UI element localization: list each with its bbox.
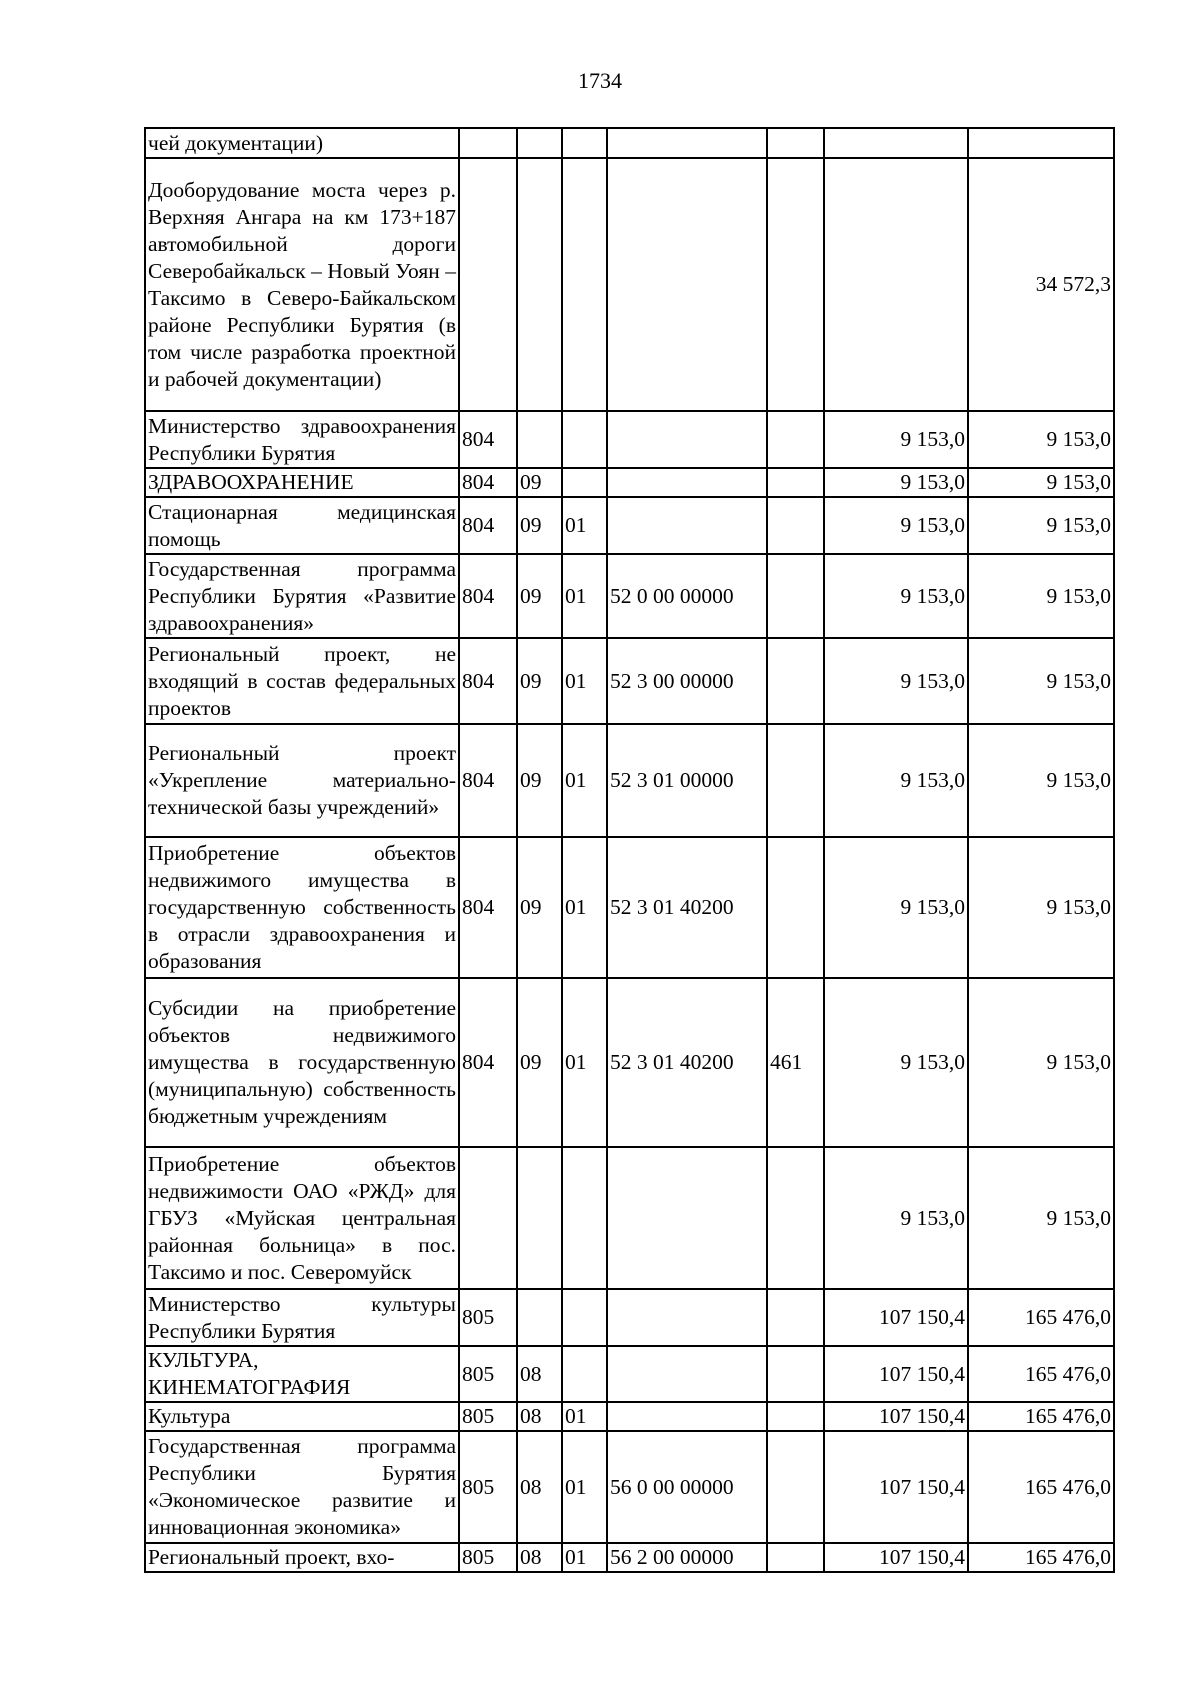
amount-year-2: 9 153,0 — [968, 724, 1114, 837]
table-row — [145, 1402, 1114, 1431]
expense-type-code — [767, 724, 824, 837]
row-name: Государственная программа Республики Бурятия «Развитие здравоохранения» — [145, 554, 459, 638]
table-row — [145, 1543, 1114, 1572]
table-row — [145, 411, 1114, 468]
target-article-code — [607, 1289, 767, 1346]
admin-code: 804 — [459, 468, 517, 497]
section-code: 09 — [517, 638, 562, 724]
amount-year-1: 9 153,0 — [824, 497, 968, 554]
target-article-code — [607, 1346, 767, 1402]
amount-year-1: 9 153,0 — [824, 837, 968, 978]
admin-code: 805 — [459, 1402, 517, 1431]
table-row — [145, 837, 1114, 978]
expense-type-code — [767, 158, 824, 411]
section-code — [517, 1147, 562, 1289]
amount-year-1: 107 150,4 — [824, 1431, 968, 1543]
section-code: 08 — [517, 1543, 562, 1572]
expense-type-code — [767, 411, 824, 468]
target-article-code — [607, 158, 767, 411]
section-code — [517, 128, 562, 158]
row-name: Приобретение объектов недвижимости ОАО «РЖД» для ГБУЗ «Муйская центральная районная больница» в пос. Таксимо и пос. Северомуйск — [145, 1147, 459, 1289]
amount-year-2: 9 153,0 — [968, 837, 1114, 978]
admin-code: 805 — [459, 1346, 517, 1402]
admin-code: 804 — [459, 724, 517, 837]
table-row — [145, 724, 1114, 837]
subsection-code: 01 — [562, 1431, 607, 1543]
subsection-code: 01 — [562, 724, 607, 837]
subsection-code — [562, 1289, 607, 1346]
expense-type-code — [767, 497, 824, 554]
section-code — [517, 1289, 562, 1346]
amount-year-1: 9 153,0 — [824, 554, 968, 638]
admin-code: 805 — [459, 1543, 517, 1572]
admin-code: 804 — [459, 638, 517, 724]
subsection-code — [562, 128, 607, 158]
section-code: 09 — [517, 497, 562, 554]
amount-year-1 — [824, 158, 968, 411]
target-article-code: 52 3 01 40200 — [607, 978, 767, 1147]
target-article-code — [607, 497, 767, 554]
admin-code: 804 — [459, 837, 517, 978]
amount-year-1: 9 153,0 — [824, 468, 968, 497]
section-code: 09 — [517, 554, 562, 638]
subsection-code: 01 — [562, 497, 607, 554]
amount-year-2: 9 153,0 — [968, 638, 1114, 724]
amount-year-1 — [824, 128, 968, 158]
amount-year-2: 9 153,0 — [968, 554, 1114, 638]
section-code — [517, 158, 562, 411]
row-name: ЗДРАВООХРАНЕНИЕ — [145, 468, 459, 497]
amount-year-2: 9 153,0 — [968, 411, 1114, 468]
amount-year-1: 9 153,0 — [824, 978, 968, 1147]
expense-type-code — [767, 1346, 824, 1402]
table-row — [145, 978, 1114, 1147]
admin-code: 804 — [459, 554, 517, 638]
expense-type-code — [767, 638, 824, 724]
row-name: Дооборудование моста через р. Верхняя Ангара на км 173+187 автомобильной дороги Северобайкальск – Новый Уоян – Таксимо в Северо-Байкальском районе Республики Бурятия (в том числе разработка проектной и рабочей документации) — [145, 158, 459, 411]
amount-year-2: 9 153,0 — [968, 468, 1114, 497]
row-name: Министерство культуры Республики Бурятия — [145, 1289, 459, 1346]
expense-type-code — [767, 1289, 824, 1346]
subsection-code: 01 — [562, 978, 607, 1147]
amount-year-1: 9 153,0 — [824, 411, 968, 468]
amount-year-1: 107 150,4 — [824, 1402, 968, 1431]
section-code: 09 — [517, 978, 562, 1147]
amount-year-2: 9 153,0 — [968, 497, 1114, 554]
subsection-code — [562, 1147, 607, 1289]
section-code — [517, 411, 562, 468]
section-code: 08 — [517, 1431, 562, 1543]
amount-year-1: 107 150,4 — [824, 1289, 968, 1346]
admin-code: 804 — [459, 497, 517, 554]
table-row — [145, 554, 1114, 638]
section-code: 08 — [517, 1346, 562, 1402]
target-article-code — [607, 1402, 767, 1431]
row-name: Культура — [145, 1402, 459, 1431]
amount-year-1: 9 153,0 — [824, 724, 968, 837]
table-row — [145, 1346, 1114, 1402]
amount-year-1: 9 153,0 — [824, 1147, 968, 1289]
row-name: чей документации) — [145, 128, 459, 158]
amount-year-1: 107 150,4 — [824, 1346, 968, 1402]
amount-year-2: 165 476,0 — [968, 1289, 1114, 1346]
subsection-code — [562, 1346, 607, 1402]
admin-code — [459, 158, 517, 411]
target-article-code — [607, 128, 767, 158]
section-code: 09 — [517, 468, 562, 497]
row-name: Региональный проект, вхо- — [145, 1543, 459, 1572]
amount-year-2: 9 153,0 — [968, 1147, 1114, 1289]
table-row — [145, 158, 1114, 411]
subsection-code: 01 — [562, 554, 607, 638]
expense-type-code — [767, 1543, 824, 1572]
target-article-code — [607, 1147, 767, 1289]
target-article-code: 52 3 01 00000 — [607, 724, 767, 837]
budget-table-body — [145, 128, 1114, 1572]
budget-table — [144, 127, 1115, 1573]
section-code: 08 — [517, 1402, 562, 1431]
row-name: Региональный проект «Укрепление материально-технической базы учреждений» — [145, 724, 459, 837]
expense-type-code — [767, 1402, 824, 1431]
table-row — [145, 468, 1114, 497]
row-name: КУЛЬТУРА, КИНЕМАТОГРАФИЯ — [145, 1346, 459, 1402]
target-article-code — [607, 411, 767, 468]
amount-year-2: 165 476,0 — [968, 1543, 1114, 1572]
row-name: Приобретение объектов недвижимого имущества в государственную собственность в отрасли здравоохранения и образования — [145, 837, 459, 978]
expense-type-code — [767, 554, 824, 638]
target-article-code: 52 0 00 00000 — [607, 554, 767, 638]
target-article-code: 52 3 00 00000 — [607, 638, 767, 724]
table-row — [145, 1431, 1114, 1543]
admin-code — [459, 128, 517, 158]
amount-year-2: 34 572,3 — [968, 158, 1114, 411]
amount-year-2: 165 476,0 — [968, 1402, 1114, 1431]
table-row — [145, 1289, 1114, 1346]
subsection-code: 01 — [562, 638, 607, 724]
expense-type-code — [767, 128, 824, 158]
amount-year-1: 107 150,4 — [824, 1543, 968, 1572]
row-name: Министерство здравоохранения Республики Бурятия — [145, 411, 459, 468]
amount-year-1: 9 153,0 — [824, 638, 968, 724]
expense-type-code — [767, 1431, 824, 1543]
subsection-code — [562, 158, 607, 411]
admin-code — [459, 1147, 517, 1289]
table-row — [145, 128, 1114, 158]
table-row — [145, 638, 1114, 724]
subsection-code: 01 — [562, 1402, 607, 1431]
target-article-code: 52 3 01 40200 — [607, 837, 767, 978]
table-row — [145, 1147, 1114, 1289]
amount-year-2: 165 476,0 — [968, 1346, 1114, 1402]
expense-type-code — [767, 1147, 824, 1289]
target-article-code: 56 2 00 00000 — [607, 1543, 767, 1572]
amount-year-2: 165 476,0 — [968, 1431, 1114, 1543]
expense-type-code — [767, 837, 824, 978]
admin-code: 804 — [459, 411, 517, 468]
target-article-code — [607, 468, 767, 497]
row-name: Стационарная медицинская помощь — [145, 497, 459, 554]
subsection-code — [562, 468, 607, 497]
row-name: Субсидии на приобретение объектов недвижимого имущества в государственную (муниципальную) собственность бюджетным учреждениям — [145, 978, 459, 1147]
target-article-code: 56 0 00 00000 — [607, 1431, 767, 1543]
row-name: Государственная программа Республики Бурятия «Экономическое развитие и инновационная экономика» — [145, 1431, 459, 1543]
subsection-code — [562, 411, 607, 468]
subsection-code: 01 — [562, 1543, 607, 1572]
amount-year-2 — [968, 128, 1114, 158]
section-code: 09 — [517, 724, 562, 837]
row-name: Региональный проект, не входящий в состав федеральных проектов — [145, 638, 459, 724]
page-number: 1734 — [578, 68, 622, 93]
admin-code: 805 — [459, 1289, 517, 1346]
subsection-code: 01 — [562, 837, 607, 978]
admin-code: 804 — [459, 978, 517, 1147]
table-row — [145, 497, 1114, 554]
amount-year-2: 9 153,0 — [968, 978, 1114, 1147]
section-code: 09 — [517, 837, 562, 978]
expense-type-code — [767, 468, 824, 497]
admin-code: 805 — [459, 1431, 517, 1543]
expense-type-code: 461 — [767, 978, 824, 1147]
